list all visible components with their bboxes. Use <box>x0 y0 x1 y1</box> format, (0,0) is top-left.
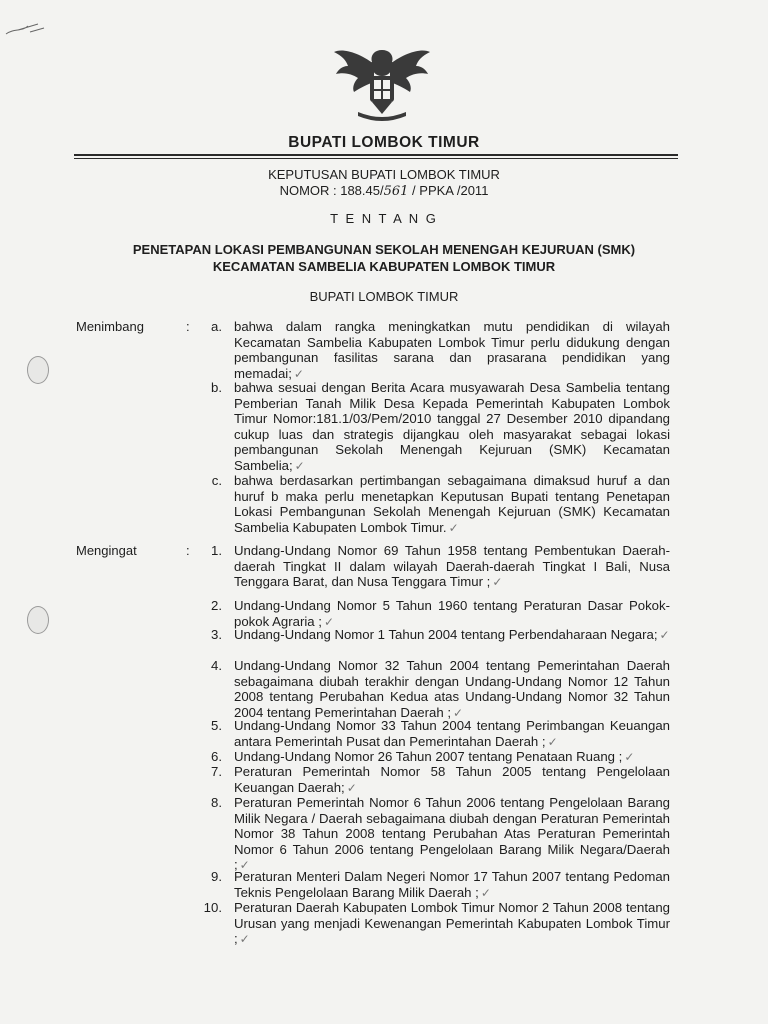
list-item: Undang-Undang Nomor 32 Tahun 2004 tentang Pemerintahan Daerah sebagaimana diubah terakhir dengan Undang-Undang Nomor 12 Tahun 2008 tentang Perubahan Kedua atas Undang-Undang Nomor 32 Tahun 2004 tentang Pemerintahan Daerah ; ✓ <box>234 658 670 720</box>
list-item: bahwa berdasarkan pertimbangan sebagaimana dimaksud huruf a dan huruf b maka perlu menetapkan Keputusan Bupati tentang Penetapan Lokasi Pembangunan Sekolah Menengah Kejuruan (SMK) Kecamatan Sambelia Kabupaten Lombok Timur. ✓ <box>234 473 670 535</box>
check-mark-icon: ✓ <box>480 885 491 900</box>
check-mark-icon: ✓ <box>239 932 250 946</box>
number-prefix: NOMOR : 188.45/ <box>279 183 384 198</box>
check-mark-icon: ✓ <box>448 520 459 535</box>
page-title: BUPATI LOMBOK TIMUR <box>288 134 480 151</box>
list-marker: b. <box>211 380 222 395</box>
list-item: Peraturan Daerah Kabupaten Lombok Timur Nomor 2 Tahun 2008 tentang Urusan yang menjadi Kewenangan Pemerintah Kabupaten Lombok Timur ; ✓ <box>234 900 670 946</box>
list-item: bahwa sesuai dengan Berita Acara musyawarah Desa Sambelia tentang Pemberian Tanah Milik Desa Kepada Pemerintah Kabupaten Lombok Timur Nomor:181.1/03/Pem/2010 tanggal 27 Desember 2010 dipandang cukup luas dan strategis dijangkau oleh masyarakat sebagai lokasi pembangunan Sekolah Menengah Kejuruan (SMK) Kecamatan Sambelia; ✓ <box>234 380 670 473</box>
list-item: Undang-Undang Nomor 33 Tahun 2004 tentang Perimbangan Keuangan antara Pemerintah Pusat dan Pemerintahan Daerah ; ✓ <box>234 718 670 749</box>
list-marker: 2. <box>211 598 222 613</box>
list-item: Undang-Undang Nomor 1 Tahun 2004 tentang Perbendaharaan Negara; ✓ <box>234 627 670 642</box>
check-mark-icon: ✓ <box>239 858 250 872</box>
check-mark-icon: ✓ <box>624 750 635 764</box>
decree-number <box>0 183 768 199</box>
list-marker: 5. <box>211 718 222 733</box>
title-rule <box>74 154 678 156</box>
check-mark-icon: ✓ <box>323 614 335 629</box>
list-marker: 9. <box>211 869 222 884</box>
section-label-mengingat: Mengingat <box>76 543 137 558</box>
list-marker: 1. <box>211 543 222 558</box>
check-mark-icon: ✓ <box>659 628 670 642</box>
check-mark-icon: ✓ <box>453 705 464 720</box>
pen-scribble-icon <box>4 18 52 40</box>
list-marker: 3. <box>211 627 222 642</box>
check-mark-icon: ✓ <box>492 575 503 589</box>
list-marker: c. <box>211 473 222 488</box>
subject-line-2: KECAMATAN SAMBELIA KABUPATEN LOMBOK TIMUR <box>212 259 556 274</box>
list-marker: 4. <box>211 658 222 673</box>
subject-line-1: PENETAPAN LOKASI PEMBANGUNAN SEKOLAH MENENGAH KEJURUAN (SMK) <box>132 242 636 257</box>
garuda-emblem-icon <box>328 42 436 124</box>
list-marker: a. <box>211 319 222 334</box>
decree-type: KEPUTUSAN BUPATI LOMBOK TIMUR <box>268 167 500 182</box>
list-item: Peraturan Pemerintah Nomor 6 Tahun 2006 tentang Pengelolaan Barang Milik Negara / Daerah sebagaimana diubah dengan Peraturan Pemerintah Nomor 38 Tahun 2008 tentang Perubahan Atas Peraturan Pemerintah Nomor 6 Tahun 2006 tentang Pengelolaan Barang Milik Negara/Daerah ; ✓ <box>234 795 670 872</box>
title-rule-thin <box>74 158 678 159</box>
list-item: Undang-Undang Nomor 5 Tahun 1960 tentang Peraturan Dasar Pokok-pokok Agraria ; ✓ <box>234 598 670 629</box>
list-marker: 10. <box>203 900 222 915</box>
list-marker: 8. <box>211 795 222 810</box>
list-marker: 6. <box>211 749 222 764</box>
punch-hole-icon <box>27 606 49 634</box>
issuer-heading: BUPATI LOMBOK TIMUR <box>309 289 459 304</box>
section-colon: : <box>186 543 190 558</box>
section-label-menimbang: Menimbang <box>76 319 144 334</box>
check-mark-icon: ✓ <box>294 458 305 473</box>
check-mark-icon: ✓ <box>293 366 304 381</box>
number-suffix: / PPKA /2011 <box>408 183 489 198</box>
list-item: Undang-Undang Nomor 69 Tahun 1958 tentang Pembentukan Daerah-daerah Tingkat II dalam wilayah Daerah-daerah Tingkat I Bali, Nusa Tenggara Barat, dan Nusa Tenggara Timur ; ✓ <box>234 543 670 589</box>
punch-hole-icon <box>27 356 49 384</box>
section-colon: : <box>186 319 190 334</box>
list-item: Peraturan Pemerintah Nomor 58 Tahun 2005 tentang Pengelolaan Keuangan Daerah; ✓ <box>234 764 670 795</box>
check-mark-icon: ✓ <box>547 734 558 749</box>
number-handwritten: 561 <box>383 184 409 199</box>
list-item: Peraturan Menteri Dalam Negeri Nomor 17 Tahun 2007 tentang Pedoman Teknis Pengelolaan Barang Milik Daerah ; ✓ <box>234 869 670 900</box>
list-item: bahwa dalam rangka meningkatkan mutu pendidikan di wilayah Kecamatan Sambelia Kabupaten Lombok Timur perlu didukung dengan pembangunan fasilitas sarana dan prasarana pendidikan yang memadai; ✓ <box>234 319 670 381</box>
check-mark-icon: ✓ <box>346 780 357 795</box>
list-marker: 7. <box>211 764 222 779</box>
list-item: Undang-Undang Nomor 26 Tahun 2007 tentang Penataan Ruang ; ✓ <box>234 749 635 764</box>
about-heading: T E N T A N G <box>330 211 438 226</box>
